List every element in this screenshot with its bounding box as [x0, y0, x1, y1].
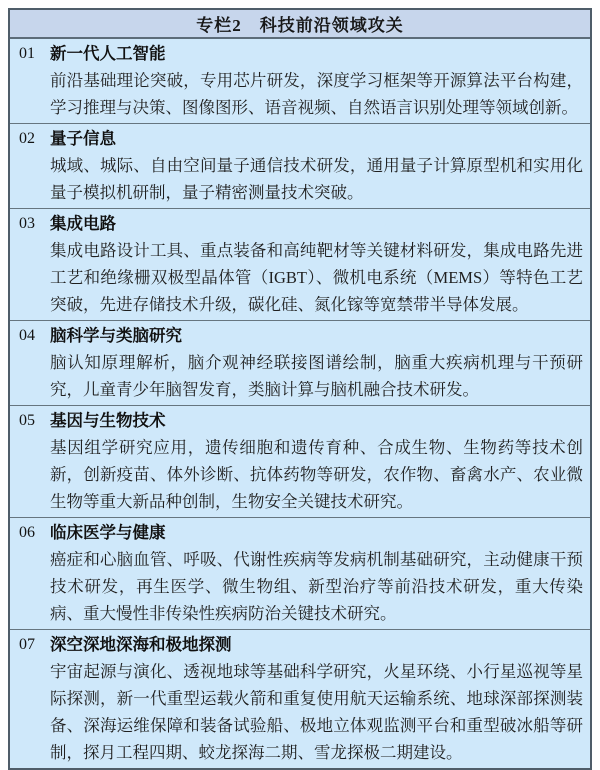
item-row-05 [10, 405, 590, 517]
item-description: 癌症和心脑血管、呼吸、代谢性疾病等发病机制基础研究，主动健康干预技术研发，再生医学、微生物组、新型治疗等前沿技术研发，重大传染病、重大慢性非传染性疾病防治关键技术研究。 [50, 550, 583, 623]
item-content [50, 519, 590, 627]
item-number: 01 [19, 45, 35, 62]
item-content [50, 125, 590, 206]
item-description: 脑认知原理解析，脑介观神经联接图谱绘制，脑重大疾病机理与干预研究，儿童青少年脑智发育，类脑计算与脑机融合技术研发。 [50, 353, 583, 399]
item-description: 基因组学研究应用，遗传细胞和遗传育种、合成生物、生物药等技术创新，创新疫苗、体外诊断、抗体药物等研发，农作物、畜禽水产、农业微生物等重大新品种创制，生物安全关键技术研究。 [50, 438, 583, 511]
item-title: 临床医学与健康 [50, 523, 166, 542]
item-content [50, 407, 590, 515]
item-row-06 [10, 517, 590, 629]
item-row-02 [10, 123, 590, 208]
item-number: 05 [19, 412, 35, 429]
panel-title: 专栏2 科技前沿领域攻关 [10, 10, 590, 39]
item-row-03 [10, 208, 590, 320]
feature-box [8, 8, 592, 770]
item-title: 基因与生物技术 [50, 411, 166, 430]
item-number: 04 [19, 327, 35, 344]
item-description: 城域、城际、自由空间量子通信技术研发，通用量子计算原型机和实用化量子模拟机研制，量子精密测量技术突破。 [50, 156, 583, 202]
item-title: 集成电路 [50, 214, 116, 233]
item-content [50, 631, 590, 766]
item-row-07 [10, 629, 590, 768]
item-number: 06 [19, 524, 35, 541]
item-row-04 [10, 320, 590, 405]
item-title: 深空深地深海和极地探测 [50, 635, 232, 654]
item-description: 前沿基础理论突破，专用芯片研发，深度学习框架等开源算法平台构建，学习推理与决策、图像图形、语音视频、自然语言识别处理等领域创新。 [50, 71, 583, 117]
item-title: 量子信息 [50, 129, 116, 148]
item-number: 07 [19, 636, 35, 653]
item-content [50, 40, 590, 121]
item-number: 03 [19, 215, 35, 232]
item-title: 脑科学与类脑研究 [50, 326, 182, 345]
item-number: 02 [19, 130, 35, 147]
item-description: 集成电路设计工具、重点装备和高纯靶材等关键材料研发，集成电路先进工艺和绝缘栅双极型晶体管（IGBT）、微机电系统（MEMS）等特色工艺突破，先进存储技术升级，碳化硅、氮化镓等宽禁带半导体发展。 [50, 241, 583, 314]
item-content [50, 210, 590, 318]
item-description: 宇宙起源与演化、透视地球等基础科学研究，火星环绕、小行星巡视等星际探测，新一代重型运载火箭和重复使用航天运输系统、地球深部探测装备、深海运维保障和装备试验船、极地立体观监测平台和重型破冰船等研制，探月工程四期、蛟龙探海二期、雪龙探极二期建设。 [50, 662, 583, 762]
item-title: 新一代人工智能 [50, 44, 166, 63]
item-row-01 [10, 39, 590, 123]
item-content [50, 322, 590, 403]
